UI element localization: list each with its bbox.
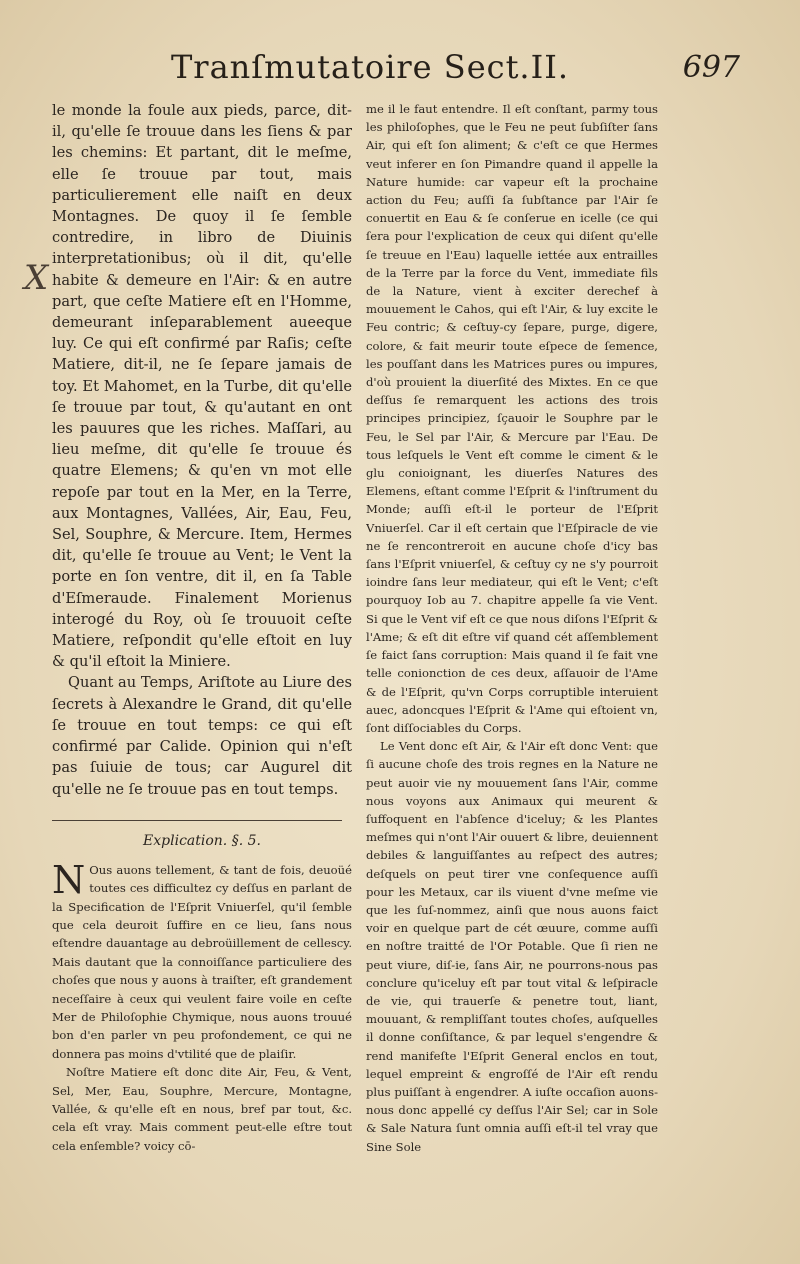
page-header xyxy=(60,48,740,96)
paragraph xyxy=(52,857,352,1063)
main-text-left xyxy=(52,100,352,800)
page-number: 697 xyxy=(682,50,740,85)
paragraph: Quant au Temps, Ariſtote au Liure des ſecrets à Alexandre le Grand, dit qu'elle ſe trouue en tout temps: ce qui eſt confirmé par Calide. Opinion qui n'eſt pas ſuiuie de tous; car Augurel dit qu'elle ne ſe trouue pas en tout temps. xyxy=(52,674,352,798)
right-column xyxy=(366,100,658,1220)
marginal-mark: X xyxy=(24,258,49,298)
paragraph: le monde la foule aux pieds, parce, dit-il, qu'elle ſe trouue dans les ſiens & par les chemins: Et partant, dit le meſme, elle ſe trouue par tout, mais particulierement elle naiſt en deux Montagnes. De quoy il ſe ſemble contredire, in libro de Diuinis interpretationibus; où il dit, qu'elle habite & demeure en l'Air: & en autre part, que ceſte Matiere eſt en l'Homme, demeurant inſeparablement aueeque luy. Ce qui eſt confirmé par Raſis; ceſte Matiere, dit-il, ne ſe ſepare jamais de toy. Et Mahomet, en la Turbe, dit qu'elle ſe trouue par tout, & qu'autant en ont les pauures que les riches. Maſſari, au lieu meſme, dit qu'elle ſe trouue és quatre Elemens; & qu'en vn mot elle repoſe par tout en la Mer, en la Terre, aux Montagnes, Vallées, Air, Eau, Feu, Sel, Souphre, & Mercure. Item, Hermes dit, qu'elle ſe trouue au Vent; le Vent la porte en ſon ventre, dit il, en ſa Table d'Eſmeraude. Finalement Morienus interogé du Roy, où ſe trouuoit ceſte Matiere, reſpondit qu'elle eſtoit en luy & qu'il eſtoit la Miniere. xyxy=(52,102,352,671)
paragraph: me il le faut entendre. Il eſt conſtant, parmy tous les philoſophes, que le Feu ne peut ſubſiſter ſans Air, qui eſt ſon aliment; & c'eſt ce que Hermes veut inferer en ſon Pimandre quand il appelle la Nature humide: car vapeur eſt la prochaine action du Feu; auſſi ſa ſubſtance par l'Air ſe conuertit en Eau & ſe conſerue en icelle (ce qui ſera pour l'explication de ceux qui diſent qu'elle ſe treuue en l'Eau) laquelle iettée aux entrailles de la Terre par la force du Vent, immediate fils de la Nature, vient à exciter derechef à mouuement le Cahos, qui eſt l'Air, & luy excite le Feu contric; & ceſtuy-cy ſepare, purge, digere, colore, & fait meurir toute eſpece de ſemence, les pouſſant dans les Matrices pures ou impures, d'où prouient la diuerſité des Mixtes. En ce que deſſus ſe remarquent les actions des trois principes principiez, ſçauoir le Souphre par le Feu, le Sel par l'Air, & Mercure par l'Eau. De tous leſquels le Vent eſt comme le ciment & le glu conioignant, les diuerſes Natures des Elemens, eſtant comme l'Eſprit & l'inſtrument du Monde; auſſi eſt-il le porteur de l'Eſprit Vniuerſel. Car il eſt certain que l'Eſpiracle de vie ne ſe rencontreroit en aucune choſe d'icy bas ſans l'Eſprit vniuerſel, & ceſtuy cy ne s'y pourroit ioindre ſans leur mediateur, qui eſt le Vent; c'eſt pourquoy Iob au 7. chapitre appelle ſa vie Vent. Si que le Vent vif eſt ce que nous diſons l'Eſprit & l'Ame; & eſt dit eſtre vif quand cét aſſemblement ſe faict ſans corruption: Mais quand il ſe fait vne telle conionction de ces deux, aſſauoir de l'Ame & de l'Eſprit, qu'vn Corps corruptible interuient auec, adoncques l'Eſprit & l'Ame qui eſtoient vn, ſont diſſociables du Corps. xyxy=(366,102,658,735)
running-title: Tranſmutatoire Sect.II. xyxy=(170,48,570,86)
left-column xyxy=(52,100,352,1220)
section-heading: Explication. §. 5. xyxy=(143,832,261,849)
paragraph: Noſtre Matiere eſt donc dite Air, Feu, & Vent, Sel, Mer, Eau, Souphre, Mercure, Montagne, Vallée, & qu'elle eſt en nous, bref par tout, &c. cela eſt vray. Mais comment peut-elle eſtre tout cela enſemble? voicy cō- xyxy=(52,1065,352,1153)
section-divider xyxy=(52,820,342,821)
main-text-right xyxy=(366,100,658,1156)
explication-text xyxy=(52,857,352,1156)
drop-cap: N xyxy=(52,857,86,902)
paragraph-text: Ous auons tellement, & tant de fois, deuoüé toutes ces difficultez cy deſſus en parlant de la Specification de l'Eſprit Vniuerſel, qu'il ſemble que cela deuroit ſuffire en ce lieu, ſans nous eſtendre dauantage au debroüillement de cellescy. Mais dautant que la connoiſſance particuliere des choſes que nous y auons à traiſter, eſt grandement neceſſaire à ceux qui veulent faire voile en ceſte Mer de Philoſophie Chymique, nous auons trouué bon d'en parler vn peu profondement, ce qui ne donnera pas moins d'vtilité que de plaiſir. xyxy=(52,862,352,1061)
paragraph: Le Vent donc eſt Air, & l'Air eſt donc Vent: que ſi aucune choſe des trois regnes en la Nature ne peut auoir vie ny mouuement ſans l'Air, comme nous voyons aux Animaux qui meurent & ſuffoquent en l'abſence d'iceluy; & les Plantes meſmes qui n'ont l'Air ouuert & libre, deuiennent debiles & languiſſantes au reſpect des autres; deſquels on peut tirer vne conſequence auſſi pour les Metaux, car ils viuent d'vne meſme vie que les ſuſ-nommez, ainſi que nous auons faict voir en quelque part de cét œuure, comme auſſi en noſtre traitté de l'Or Potable. Que ſi rien ne peut viure, diſ-ie, ſans Air, ne pourrons-nous pas conclure qu'iceluy eſt par tout vital & leſpiracle de vie, qui trauerſe & penetre tout, liant, mouuant, & rempliſſant toutes choſes, auſquelles il donne conſiſtance, & par lequel s'engendre & rend manifeſte l'Eſprit General enclos en tout, lequel empreint & engroſſé de l'Air eſt rendu plus puiſſant à engendrer. A iuſte occaſion auons-nous donc appellé cy deſſus l'Air Sel; car in Sole & Sale Natura ſunt omnia auſſi eſt-il tel vray que Sine Sole xyxy=(366,739,658,1154)
